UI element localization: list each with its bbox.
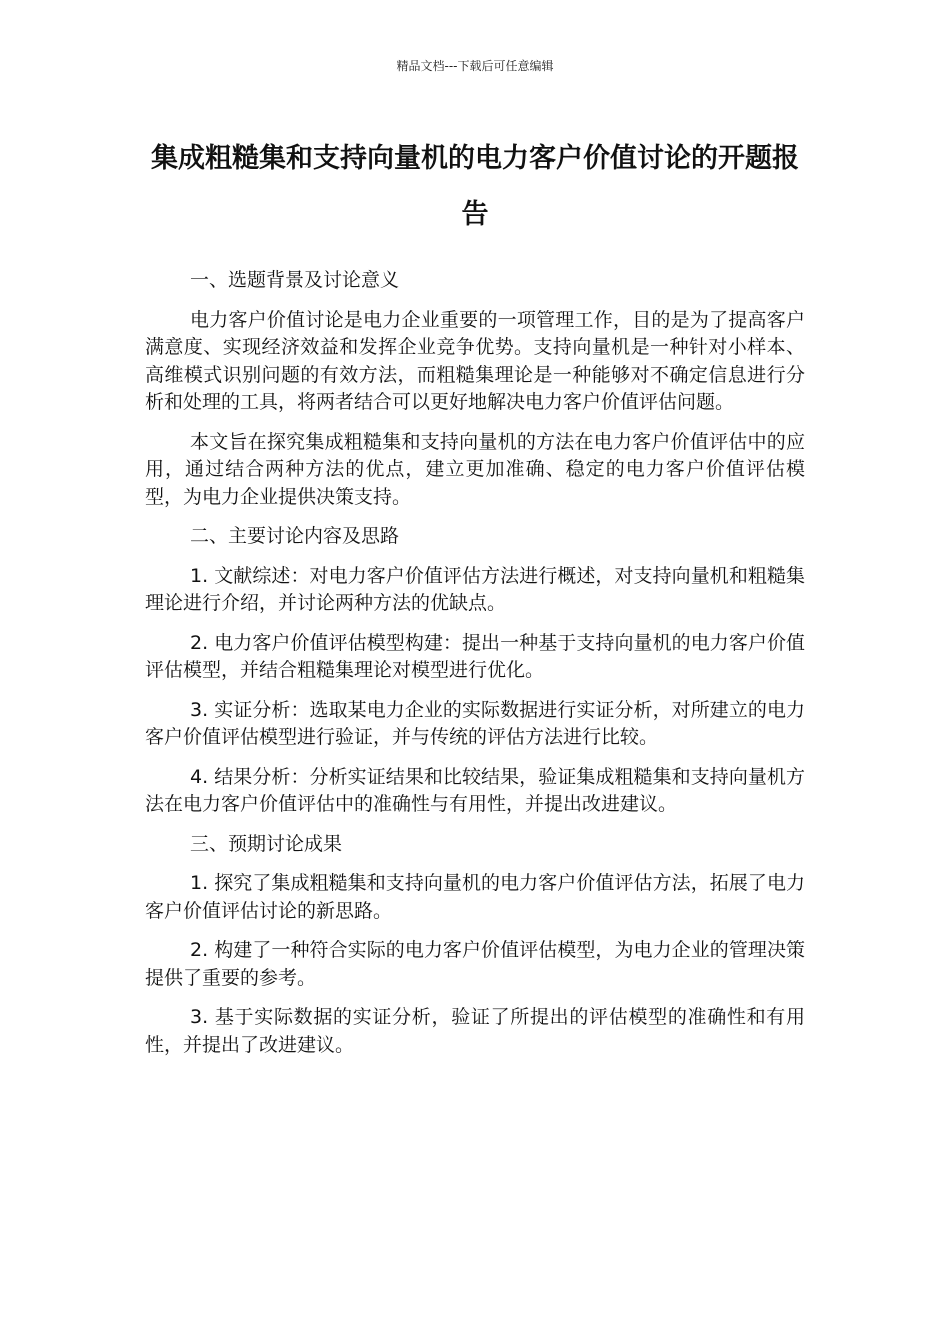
list-item: 1. 探究了集成粗糙集和支持向量机的电力客户价值评估方法，拓展了电力客户价值评估讨论的新思路。 — [145, 872, 805, 922]
list-item: 4. 结果分析：分析实证结果和比较结果，验证集成粗糙集和支持向量机方法在电力客户价值评估中的准确性与有用性，并提出改进建议。 — [145, 765, 805, 815]
section-expected-results — [145, 831, 805, 1060]
list-item: 3. 基于实际数据的实证分析，验证了所提出的评估模型的准确性和有用性，并提出了改进建议。 — [145, 1006, 805, 1056]
section-heading: 三、预期讨论成果 — [190, 832, 343, 855]
section-background — [145, 267, 805, 511]
section-heading: 一、选题背景及讨论意义 — [190, 269, 400, 291]
list-item: 2. 构建了一种符合实际的电力客户价值评估模型，为电力企业的管理决策提供了重要的参考。 — [145, 939, 805, 989]
document-body — [145, 267, 805, 1071]
body-paragraph: 电力客户价值讨论是电力企业重要的一项管理工作，目的是为了提高客户满意度、实现经济效益和发挥企业竞争优势。支持向量机是一种针对小样本、高维模式识别问题的有效方法，而粗糙集理论是一种能够对不确定信息进行分析和处理的工具，将两者结合可以更好地解决电力客户价值评估问题。 — [145, 308, 805, 413]
list-item: 2. 电力客户价值评估模型构建：提出一种基于支持向量机的电力客户价值评估模型，并结合粗糙集理论对模型进行优化。 — [145, 631, 805, 681]
page-header-note: 精品文档---下载后可任意编辑 — [396, 59, 554, 73]
section-research-content — [145, 523, 805, 819]
list-item: 1. 文献综述：对电力客户价值评估方法进行概述，对支持向量机和粗糙集理论进行介绍，并讨论两种方法的优缺点。 — [145, 564, 805, 614]
document-title: 集成粗糙集和支持向量机的电力客户价值讨论的开题报告 — [151, 143, 799, 230]
body-paragraph: 本文旨在探究集成粗糙集和支持向量机的方法在电力客户价值评估中的应用，通过结合两种方法的优点，建立更加准确、稳定的电力客户价值评估模型，为电力企业提供决策支持。 — [145, 430, 805, 508]
section-heading: 二、主要讨论内容及思路 — [190, 525, 400, 547]
list-item: 3. 实证分析：选取某电力企业的实际数据进行实证分析，对所建立的电力客户价值评估模型进行验证，并与传统的评估方法进行比较。 — [145, 698, 805, 748]
